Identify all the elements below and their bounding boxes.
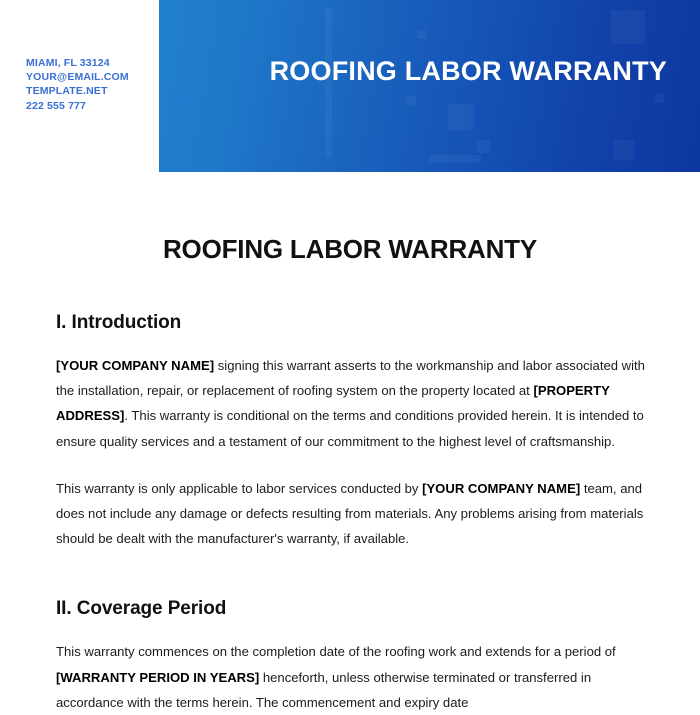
contact-info-block xyxy=(26,56,129,113)
paragraph-coverage-period-1: This warranty commences on the completion date of the roofing work and extends for a period of [WARRANTY PERIOD IN YEARS] henceforth, unless otherwise terminated or transferred in accordance with the terms herein. The commencement and expiry date xyxy=(56,644,616,710)
contact-line-address: MIAMI, FL 33124 xyxy=(26,57,110,69)
document-body xyxy=(0,172,700,715)
paragraph-introduction-2: This warranty is only applicable to labor services conducted by [YOUR COMPANY NAME] team, and does not include any damage or defects resulting from materials. Any problems arising from materials should be dealt with the manufacturer's warranty, if available. xyxy=(56,480,644,547)
document-content xyxy=(0,265,700,715)
contact-line-email: YOUR@EMAIL.COM xyxy=(26,71,129,84)
page-header xyxy=(0,0,700,172)
contact-line-phone: 222 555 777 xyxy=(26,99,87,112)
page-title: ROOFING LABOR WARRANTY xyxy=(162,234,538,264)
section-heading-coverage-period: II. Coverage Period xyxy=(56,598,227,620)
banner-title: ROOFING LABOR WARRANTY xyxy=(269,56,667,86)
section-heading-introduction: I. Introduction xyxy=(56,312,182,333)
paragraph-introduction-1: [YOUR COMPANY NAME] signing this warrant asserts to the workmanship and labor associated with the installation, repair, or replacement of roofing system on the property located at [PROPERTY ADDRESS]. This warranty is conditional on the terms and conditions provided herein. It is intended to ensure quality services and a testament of our commitment to the highest level of craftsmanship. xyxy=(56,358,645,449)
contact-line-website: TEMPLATE.NET xyxy=(26,85,108,98)
